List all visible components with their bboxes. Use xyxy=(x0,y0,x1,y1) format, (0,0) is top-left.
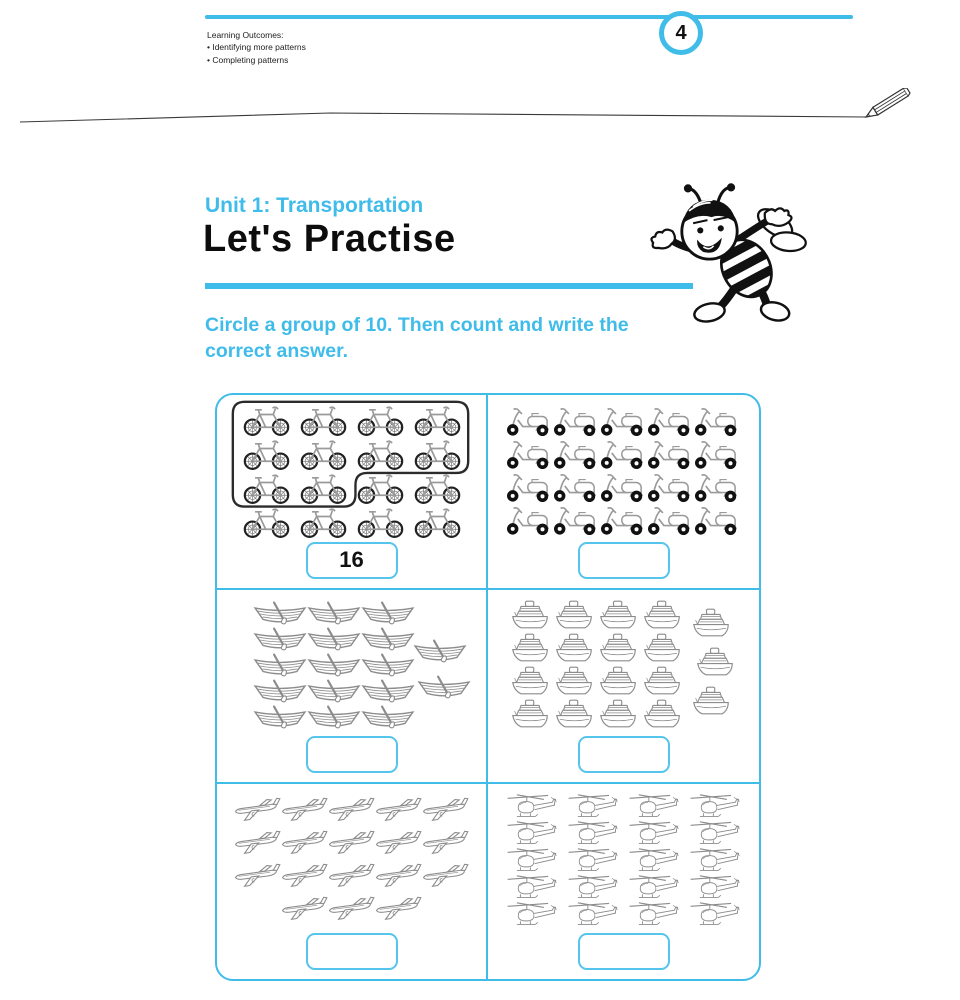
boat-icon xyxy=(361,653,415,679)
vehicle-row xyxy=(234,827,469,860)
scooter-icon xyxy=(694,472,741,503)
airplane-icon xyxy=(234,794,281,827)
bicycle-icon xyxy=(352,471,409,505)
unit-title: Unit 1: Transportation xyxy=(205,194,424,217)
panel-rowboats xyxy=(217,590,488,785)
ship-icon xyxy=(508,699,552,732)
helicopter-icon xyxy=(502,820,563,847)
vehicle-row xyxy=(506,406,741,437)
panel-ships xyxy=(488,590,759,785)
scooter-icon xyxy=(506,505,553,536)
helicopter-icon xyxy=(563,901,624,928)
bicycle-icon xyxy=(409,505,466,539)
helicopter-icon xyxy=(624,820,685,847)
scooter-icon xyxy=(694,439,741,470)
scooter-icon xyxy=(647,472,694,503)
ship-icon xyxy=(552,666,596,699)
boat-icon xyxy=(307,705,361,731)
vehicle-row xyxy=(502,820,746,847)
ship-icon xyxy=(552,699,596,732)
bicycle-icon xyxy=(352,437,409,471)
boat-icon xyxy=(361,601,415,627)
helicopter-icon xyxy=(685,820,746,847)
helicopter-icon xyxy=(502,874,563,901)
scooter-icon xyxy=(647,505,694,536)
airplane-icon xyxy=(281,794,328,827)
airplane-icon xyxy=(328,794,375,827)
vehicle-row xyxy=(253,705,415,731)
airplane-icon xyxy=(281,827,328,860)
bicycle-icon xyxy=(295,437,352,471)
bicycle-icon xyxy=(409,471,466,505)
helicopter-icon xyxy=(624,847,685,874)
answer-box[interactable] xyxy=(306,933,398,970)
vehicle-row xyxy=(281,893,422,926)
airplane-icon xyxy=(375,893,422,926)
vehicle-row xyxy=(238,437,466,471)
ship-icon xyxy=(689,686,733,719)
scooter-icon xyxy=(647,406,694,437)
airplane-icon xyxy=(281,893,328,926)
vehicle-row xyxy=(508,666,684,699)
helicopter-icon xyxy=(563,847,624,874)
boat-icon xyxy=(307,601,361,627)
airplane-icon xyxy=(234,860,281,893)
helicopter-icon xyxy=(685,793,746,820)
helicopter-icon xyxy=(563,874,624,901)
vehicle-row xyxy=(508,600,684,633)
page-title: Let's Practise xyxy=(203,218,456,260)
helicopter-icon xyxy=(502,847,563,874)
bicycle-icon xyxy=(238,437,295,471)
ship-icon xyxy=(508,666,552,699)
panel-airplanes xyxy=(217,784,488,979)
bicycle-icon xyxy=(409,403,466,437)
boat-icon xyxy=(253,705,307,731)
helicopter-icon xyxy=(685,901,746,928)
airplane-icon xyxy=(375,827,422,860)
helicopter-icon xyxy=(685,847,746,874)
vehicle-row xyxy=(238,471,466,505)
bicycle-icon xyxy=(238,403,295,437)
vehicle-row xyxy=(253,601,415,627)
vehicle-row xyxy=(508,699,684,732)
ship-icon xyxy=(596,633,640,666)
answer-box[interactable]: 16 xyxy=(306,542,398,579)
airplane-icon xyxy=(328,860,375,893)
airplane-icon xyxy=(281,860,328,893)
scooter-icon xyxy=(553,505,600,536)
learning-outcomes-heading: Learning Outcomes: xyxy=(207,30,284,40)
answer-box[interactable] xyxy=(306,736,398,773)
ship-icon xyxy=(693,647,737,680)
scooter-icon xyxy=(553,406,600,437)
worksheet-grid xyxy=(215,393,761,981)
airplane-icon xyxy=(328,827,375,860)
boat-icon xyxy=(307,627,361,653)
airplane-icon xyxy=(422,827,469,860)
ship-icon xyxy=(640,699,684,732)
airplane-icon xyxy=(375,794,422,827)
scooter-icon xyxy=(553,439,600,470)
vehicle-row xyxy=(508,633,684,666)
answer-box[interactable] xyxy=(578,933,670,970)
scooter-icon xyxy=(506,439,553,470)
boat-icon xyxy=(361,705,415,731)
vehicle-field xyxy=(488,595,759,737)
ship-icon xyxy=(596,666,640,699)
bicycle-icon xyxy=(238,505,295,539)
title-underline xyxy=(205,283,693,289)
boat-icon xyxy=(307,653,361,679)
ship-icon xyxy=(640,666,684,699)
scooter-icon xyxy=(553,472,600,503)
scooter-icon xyxy=(506,406,553,437)
scooter-icon xyxy=(694,505,741,536)
helicopter-icon xyxy=(624,874,685,901)
scooter-icon xyxy=(600,406,647,437)
airplane-icon xyxy=(422,860,469,893)
scooter-icon xyxy=(694,406,741,437)
boat-icon xyxy=(361,627,415,653)
bicycle-icon xyxy=(295,471,352,505)
ship-icon xyxy=(552,633,596,666)
learning-outcome-item: • Completing patterns xyxy=(207,54,306,66)
airplane-icon xyxy=(328,893,375,926)
vehicle-row xyxy=(253,627,415,653)
panel-helicopters xyxy=(488,784,759,979)
boat-icon xyxy=(307,679,361,705)
learning-outcomes xyxy=(207,29,306,66)
instruction-text: Circle a group of 10. Then count and write the correct answer. xyxy=(205,314,629,362)
page-number-badge xyxy=(659,11,703,55)
ship-icon xyxy=(596,699,640,732)
vehicle-row xyxy=(502,874,746,901)
scooter-icon xyxy=(506,472,553,503)
ship-icon xyxy=(508,633,552,666)
helicopter-icon xyxy=(563,820,624,847)
panel-scooters xyxy=(488,395,759,590)
helicopter-icon xyxy=(502,793,563,820)
boat-icon xyxy=(253,679,307,705)
pencil-icon xyxy=(864,88,911,121)
bicycle-icon xyxy=(409,437,466,471)
boat-icon xyxy=(417,675,471,701)
bicycle-icon xyxy=(295,403,352,437)
bee-mascot-icon xyxy=(648,182,812,326)
vehicle-row xyxy=(506,505,741,536)
helicopter-icon xyxy=(502,901,563,928)
helicopter-icon xyxy=(685,874,746,901)
scooter-icon xyxy=(600,472,647,503)
boat-icon xyxy=(253,653,307,679)
divider-line xyxy=(0,88,960,138)
ship-icon xyxy=(689,608,733,641)
vehicle-row xyxy=(234,860,469,893)
vehicle-field xyxy=(488,789,759,931)
bicycle-icon xyxy=(238,471,295,505)
vehicle-row xyxy=(502,847,746,874)
vehicle-row xyxy=(253,653,415,679)
scooter-icon xyxy=(600,439,647,470)
vehicle-row xyxy=(234,794,469,827)
airplane-icon xyxy=(234,827,281,860)
boat-icon xyxy=(253,627,307,653)
ship-icon xyxy=(640,600,684,633)
airplane-icon xyxy=(375,860,422,893)
answer-box[interactable] xyxy=(578,542,670,579)
ship-icon xyxy=(552,600,596,633)
bicycle-icon xyxy=(295,505,352,539)
helicopter-icon xyxy=(624,793,685,820)
bicycle-icon xyxy=(352,505,409,539)
vehicle-field xyxy=(217,400,486,542)
vehicle-row xyxy=(238,403,466,437)
answer-box[interactable] xyxy=(578,736,670,773)
boat-icon xyxy=(361,679,415,705)
boat-icon xyxy=(413,639,467,665)
vehicle-row xyxy=(238,505,466,539)
vehicle-field xyxy=(217,595,486,737)
ship-icon xyxy=(640,633,684,666)
vehicle-row xyxy=(253,679,415,705)
learning-outcome-item: • Identifying more patterns xyxy=(207,41,306,53)
vehicle-field xyxy=(488,400,759,542)
page-number: 4 xyxy=(675,21,687,44)
vehicle-row xyxy=(506,472,741,503)
scooter-icon xyxy=(647,439,694,470)
helicopter-icon xyxy=(624,901,685,928)
scooter-icon xyxy=(600,505,647,536)
airplane-icon xyxy=(422,794,469,827)
bicycle-icon xyxy=(352,403,409,437)
ship-icon xyxy=(508,600,552,633)
vehicle-row xyxy=(502,901,746,928)
vehicle-field xyxy=(217,789,486,931)
vehicle-row xyxy=(502,793,746,820)
helicopter-icon xyxy=(563,793,624,820)
boat-icon xyxy=(253,601,307,627)
vehicle-row xyxy=(506,439,741,470)
ship-icon xyxy=(596,600,640,633)
panel-bicycles xyxy=(217,395,488,590)
